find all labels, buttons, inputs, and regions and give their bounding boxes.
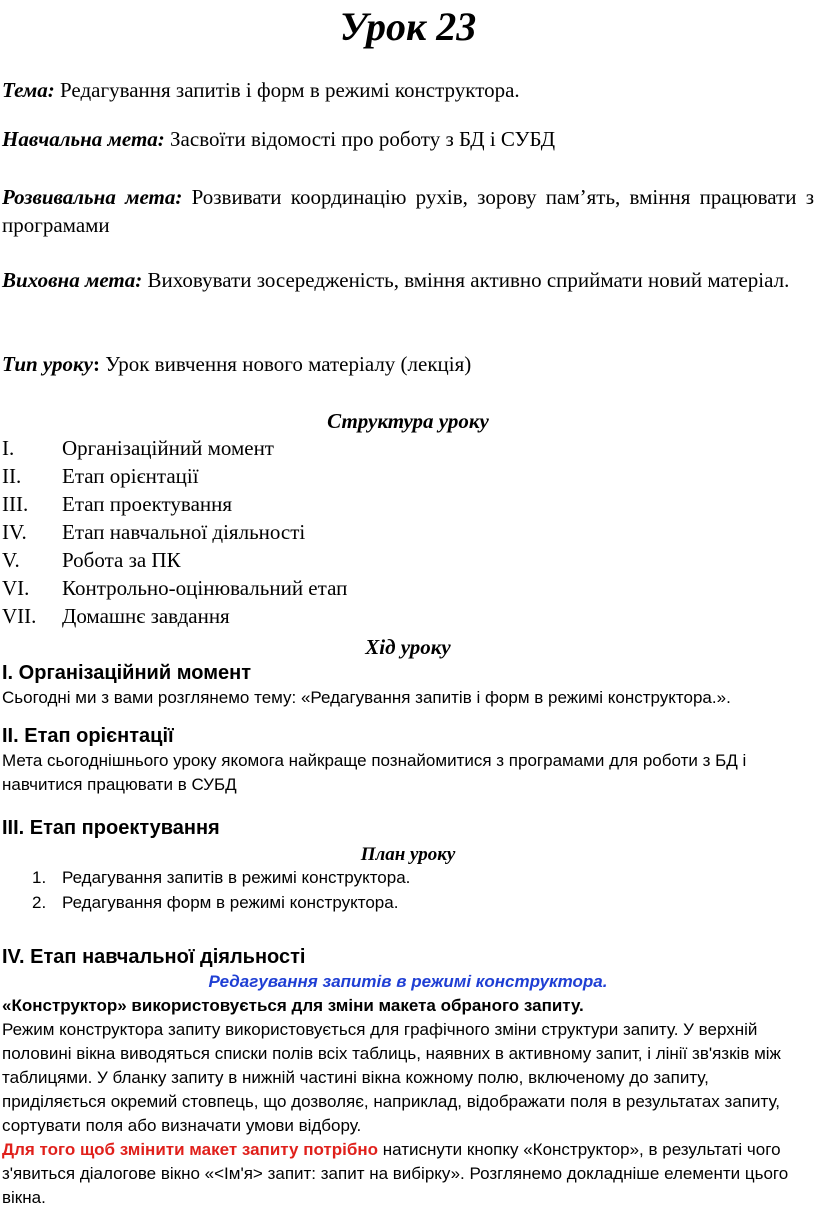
section-heading-1: I. Організаційний момент — [2, 662, 251, 684]
structure-item — [2, 518, 305, 546]
structure-item-text: Етап орієнтації — [62, 464, 199, 488]
upb-goal-text: Виховувати зосередженість, вміння активно сприймати новий матеріал. — [142, 268, 790, 292]
structure-item-num: VI. — [2, 576, 30, 600]
structure-item-num: VII. — [2, 604, 37, 628]
upb-goal-label: Виховна мета: — [2, 268, 143, 292]
section-subheading-4: Редагування запитів в режимі конструктора. — [208, 972, 608, 991]
section-heading-2: II. Етап орієнтації — [2, 725, 174, 747]
structure-heading: Структура уроку — [327, 409, 489, 433]
structure-item-num: II. — [2, 464, 22, 488]
lesson-title: Урок 23 — [339, 4, 477, 49]
lesson-type-label: Тип уроку — [2, 352, 93, 376]
plan-item — [32, 891, 398, 915]
constructor-paragraph-2-rest: натиснути кнопку «Конструктор», в результаті чого з'явиться діалогове вікно «<Ім'я> запит: запит на вибірку». Розглянемо докладніше елементи цього вікна. — [2, 1140, 789, 1207]
plan-heading: План уроку — [360, 844, 456, 865]
structure-item-text: Етап навчальної діяльності — [62, 520, 306, 544]
topic-line — [2, 76, 814, 104]
dev-goal-label: Розвивальна мета: — [2, 185, 183, 209]
lesson-type-text: Урок вивчення нового матеріалу (лекція) — [99, 352, 472, 376]
structure-item-num: I. — [2, 436, 15, 460]
plan-item-text: Редагування форм в режимі конструктора. — [62, 893, 399, 912]
constructor-bold-line: «Конструктор» використовується для зміни макета обраного запиту. — [2, 996, 584, 1015]
structure-item — [2, 546, 181, 574]
section-heading-3: III. Етап проектування — [2, 817, 220, 839]
section-text-1: Сьогодні ми з вами розглянемо тему: «Редагування запитів і форм в режимі конструктора.». — [2, 688, 731, 707]
plan-item-num: 2. — [32, 893, 47, 912]
plan-item-text: Редагування запитів в режимі конструктора. — [62, 868, 411, 887]
structure-item-num: IV. — [2, 520, 27, 544]
structure-item-text: Організаційний момент — [62, 436, 274, 460]
topic-text: Редагування запитів і форм в режимі конструктора. — [54, 78, 520, 102]
course-heading: Хід уроку — [365, 635, 451, 659]
structure-item-num: V. — [2, 548, 20, 572]
structure-item-text: Робота за ПК — [62, 548, 181, 572]
structure-item — [2, 490, 232, 518]
dev-goal-line — [2, 183, 814, 239]
highlight-red-text: Для того щоб змінити макет запиту потрібно — [2, 1140, 379, 1159]
dev-goal-text: Розвивати координацію рухів, зорову пам’ять, вміння працювати з програмами — [2, 185, 814, 237]
structure-item — [2, 434, 274, 462]
edu-goal-label: Навчальна мета: — [2, 127, 165, 151]
lesson-type-line — [2, 350, 814, 378]
structure-item-text: Домашнє завдання — [62, 604, 230, 628]
section-text-2: Мета сьогоднішнього уроку якомога найкраще познайомитися з програмами для роботи з БД і навчитися працювати в СУБД — [2, 751, 747, 794]
lesson-type-colon: : — [92, 352, 100, 376]
structure-item-text: Етап проектування — [62, 492, 233, 516]
structure-item — [2, 462, 199, 490]
structure-item-num: III. — [2, 492, 29, 516]
section-heading-4: IV. Етап навчальної діяльності — [2, 946, 306, 968]
plan-item-num: 1. — [32, 868, 47, 887]
plan-item — [32, 866, 410, 890]
upb-goal-line — [2, 266, 814, 294]
edu-goal-line — [2, 125, 814, 153]
edu-goal-text: Засвоїти відомості про роботу з БД і СУБД — [164, 127, 556, 151]
structure-item — [2, 602, 230, 630]
structure-item-text: Контрольно-оцінювальний етап — [62, 576, 348, 600]
structure-item — [2, 574, 347, 602]
constructor-paragraph-2 — [2, 1138, 814, 1210]
topic-label: Тема: — [2, 78, 55, 102]
constructor-paragraph: Режим конструктора запиту використовується для графічного зміни структури запиту. У верхній половині вікна виводяться списки полів всіх таблиць, наявних в активному запит, і лінії зв'язків між таблицями. У бланку запиту в нижній частині вікна кожному полю, включеному до запиту, приділяється окремий стовпець, що дозволяє, наприклад, відображати поля в результатах запиту, сортувати поля або визначати умови відбору. — [2, 1020, 781, 1135]
